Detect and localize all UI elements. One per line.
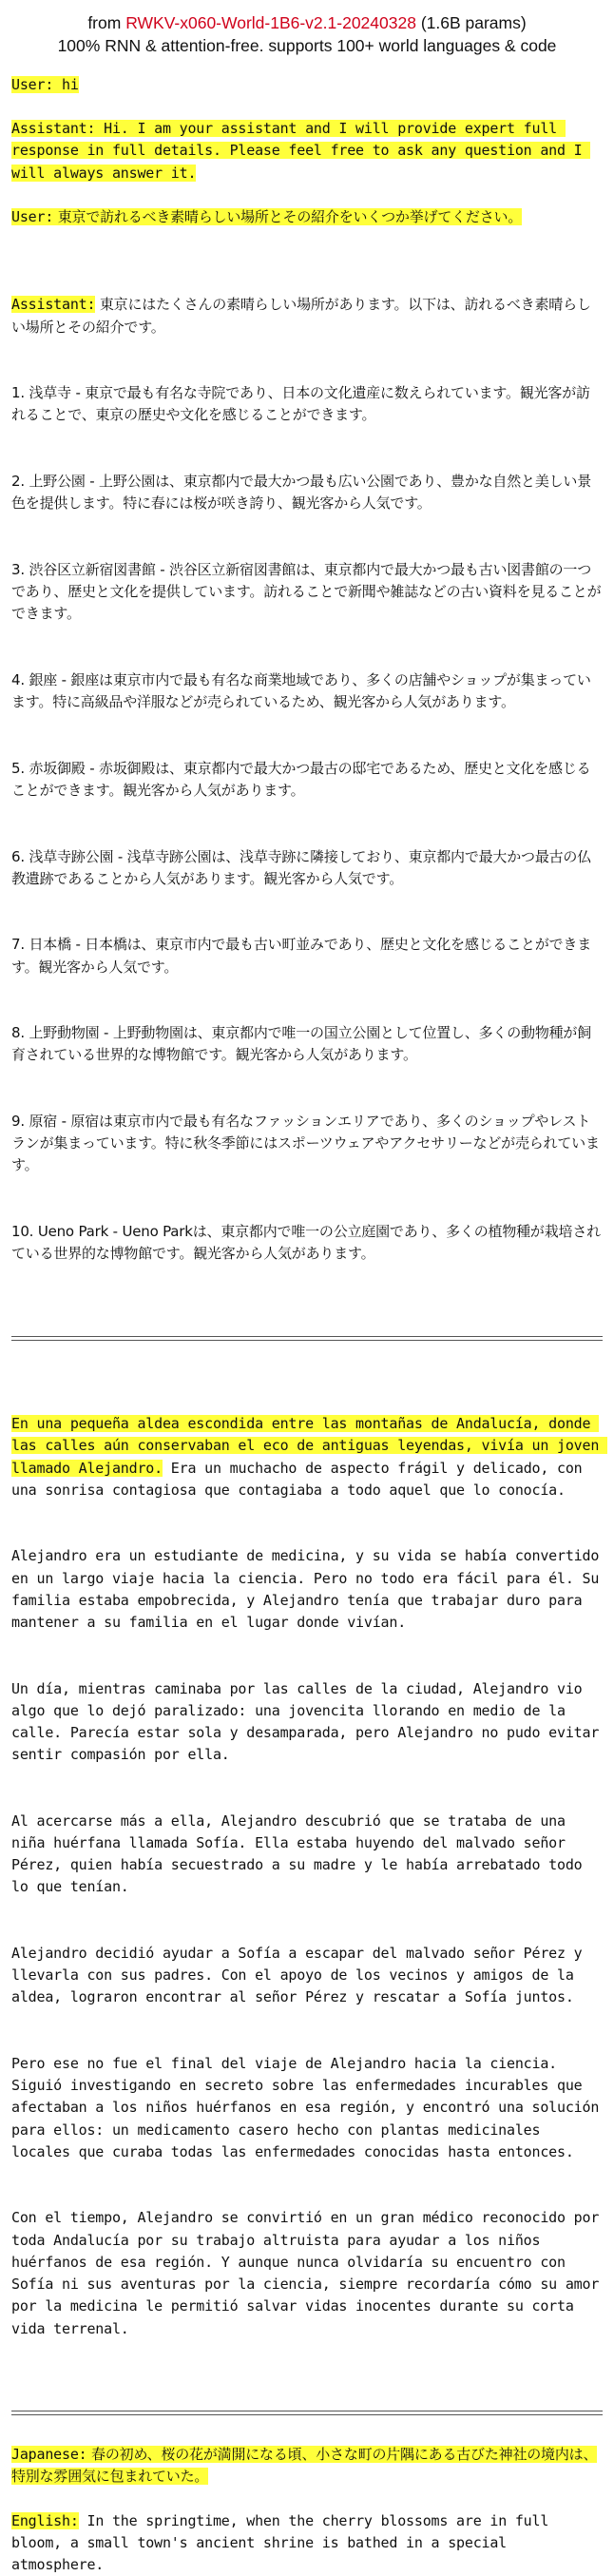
user-label: User:: [11, 207, 54, 225]
header-line-2: 100% RNN & attention-free. supports 100+ world languages & code: [57, 36, 557, 55]
assistant-label: Assistant:: [11, 296, 96, 314]
japanese-text: 春の初め、桜の花が満開になる頃、小さな町の片隅にある古びた神社の境内は、特別な雰囲気に包まれていた。: [11, 2446, 598, 2486]
user-text: 東京で訪れるべき素晴らしい場所とその紹介をいくつか挙げてください。: [53, 207, 523, 225]
story-paragraph: Alejandro era un estudiante de medicina, y su vida se había convertido en un largo viaje hacia la ciencia. Pero no todo era fácil para él. Su familia estaba empobrecida, y Alejandro tenía que trabajar duro para mantener a su familia en el lugar donde vivían.: [11, 1547, 607, 1631]
english-text: In the springtime, when the cherry blossoms are in full bloom, a small town's ancient shrine is bathed in a special atmosphere.: [11, 2511, 558, 2573]
list-item: 7. 日本橋 - 日本橋は、東京市内で最も古い町並みであり、歴史と文化を感じることができます。観光客から人気です。: [11, 936, 592, 976]
english-label: English:: [11, 2511, 79, 2529]
assistant-text: Assistant: Hi. I am your assistant and I will provide expert full response in full details. Please feel free to ask any question and I will always answer it.: [11, 120, 591, 182]
list-item: 4. 銀座 - 銀座は東京市内で最も有名な商業地域であり、多くの店舗やショップが集まっています。特に高級品や洋服などが売られているため、観光客から人気があります。: [11, 670, 591, 711]
assistant-intro-text: 東京にはたくさんの素晴らしい場所があります。以下は、訪れるべき素晴らしい場所とその紹介です。: [11, 296, 591, 336]
list-item: 2. 上野公園 - 上野公園は、東京都内で最大かつ最も広い公園であり、豊かな自然と美しい景色を提供します。特に春には桜が咲き誇り、観光客から人気です。: [11, 473, 592, 513]
assistant-message-1: [11, 118, 603, 184]
header: [11, 11, 603, 57]
model-params: (1.6B params): [415, 13, 527, 32]
user-text: hi: [53, 76, 79, 93]
story-paragraph: Alejandro decidió ayudar a Sofía a escapar del malvado señor Pérez y llevarla con sus padres. Con el apoyo de los vecinos y amigos de la aldea, lograron encontrar al señor Pérez y rescatar a Sofía juntos.: [11, 1945, 591, 2006]
assistant-message-2: [11, 250, 603, 1309]
story-opening: [11, 1413, 607, 1501]
list-item: 8. 上野動物園 - 上野動物園は、東京都内で唯一の国立公園として位置し、多くの動物種が飼育されている世界的な博物館です。観光客から人気があります。: [11, 1024, 592, 1064]
list-item: 1. 浅草寺 - 東京で最も有名な寺院であり、日本の文化遺産に数えられています。観光客が訪れることで、東京の歴史や文化を感じることができます。: [11, 384, 590, 424]
list-item: 9. 原宿 - 原宿は東京市内で最も有名なファッションエリアであり、多くのショップやレストランが集まっています。特に秋冬季節にはスポーツウェアやアクセサリーなどが売られています。: [11, 1112, 600, 1174]
story-prompt: En una pequeña aldea escondida entre las montañas de Andalucía, donde las calles aún conservaban el eco de antiguas leyendas, vivía un joven llamado Alejandro.: [11, 1415, 607, 1477]
section-divider: [11, 2411, 603, 2415]
user-message-2: [11, 206, 603, 228]
list-item: 5. 赤坂御殿 - 赤坂御殿は、東京都内で最大かつ最古の邸宅であるため、歴史と文化を感じることができます。観光客から人気があります。: [11, 759, 591, 799]
story-paragraph: Al acercarse más a ella, Alejandro descubrió que se trataba de una niña huérfana llamada Sofía. Ella estaba huyendo del malvado señor Pérez, quien había secuestrado a su madre y le había arrebatado todo lo que tenían.: [11, 1811, 591, 1896]
japanese-source: [11, 2444, 603, 2488]
story-continuation: Era un muchacho de aspecto frágil y delicado, con una sonrisa contagiosa que contagiaba a todo aquel que lo conocía.: [11, 1459, 591, 1499]
english-translation: [11, 2510, 603, 2576]
header-line-1: [11, 11, 603, 34]
list-item: 3. 渋谷区立新宿図書館 - 渋谷区立新宿図書館は、東京都内で最大かつ最も古い図書館の一つであり、歴史と文化を提供しています。訪れることで新聞や雑誌などの古い資料を見ることができます。: [11, 560, 602, 623]
story-section: [11, 1369, 607, 2384]
header-prefix: from: [87, 13, 126, 32]
assistant-intro: [11, 294, 603, 338]
user-message-1: [11, 74, 603, 96]
story-paragraph: Un día, mientras caminaba por las calles de la ciudad, Alejandro vio algo que lo dejó paralizado: una jovencita llorando en medio de la calle. Parecía estar sola y desamparada, pero Alejandro no pudo evitar sentir compasión por ella.: [11, 1679, 607, 1764]
story-paragraph: Con el tiempo, Alejandro se convirtió en un gran médico reconocido por toda Andalucía por su trabajo altruista para ayudar a los niños huérfanos de esa región. Y aunque nunca olvidaría su encuentro con Sofía ni sus aventuras por la ciencia, siempre recordaría cómo su amor por la medicina le permitió salvar vidas inocentes durante su corta vida terrenal.: [11, 2209, 607, 2337]
user-label: User:: [11, 76, 54, 93]
model-name: RWKV-x060-World-1B6-v2.1-20240328: [125, 13, 416, 32]
story-paragraph: Pero ese no fue el final del viaje de Alejandro hacia la ciencia. Siguió investigando en secreto sobre las enfermedades incurables que afectaban a los niños huérfanos en esa región, y encontró una solución para ellos: un medicamento casero hecho con plantas medicinales locales que curaba todas las enfermedades conocidas hasta entonces.: [11, 2055, 607, 2160]
section-divider: [11, 1336, 603, 1341]
list-item: 10. Ueno Park - Ueno Parkは、東京都内で唯一の公立庭園であり、多くの植物種が栽培されている世界的な博物館です。観光客から人気があります。: [11, 1222, 601, 1263]
list-item: 6. 浅草寺跡公園 - 浅草寺跡公園は、浅草寺跡に隣接しており、東京都内で最大かつ最古の仏教遺跡であることから人気があります。観光客から人気です。: [11, 847, 592, 887]
japanese-label: Japanese:: [11, 2446, 87, 2464]
